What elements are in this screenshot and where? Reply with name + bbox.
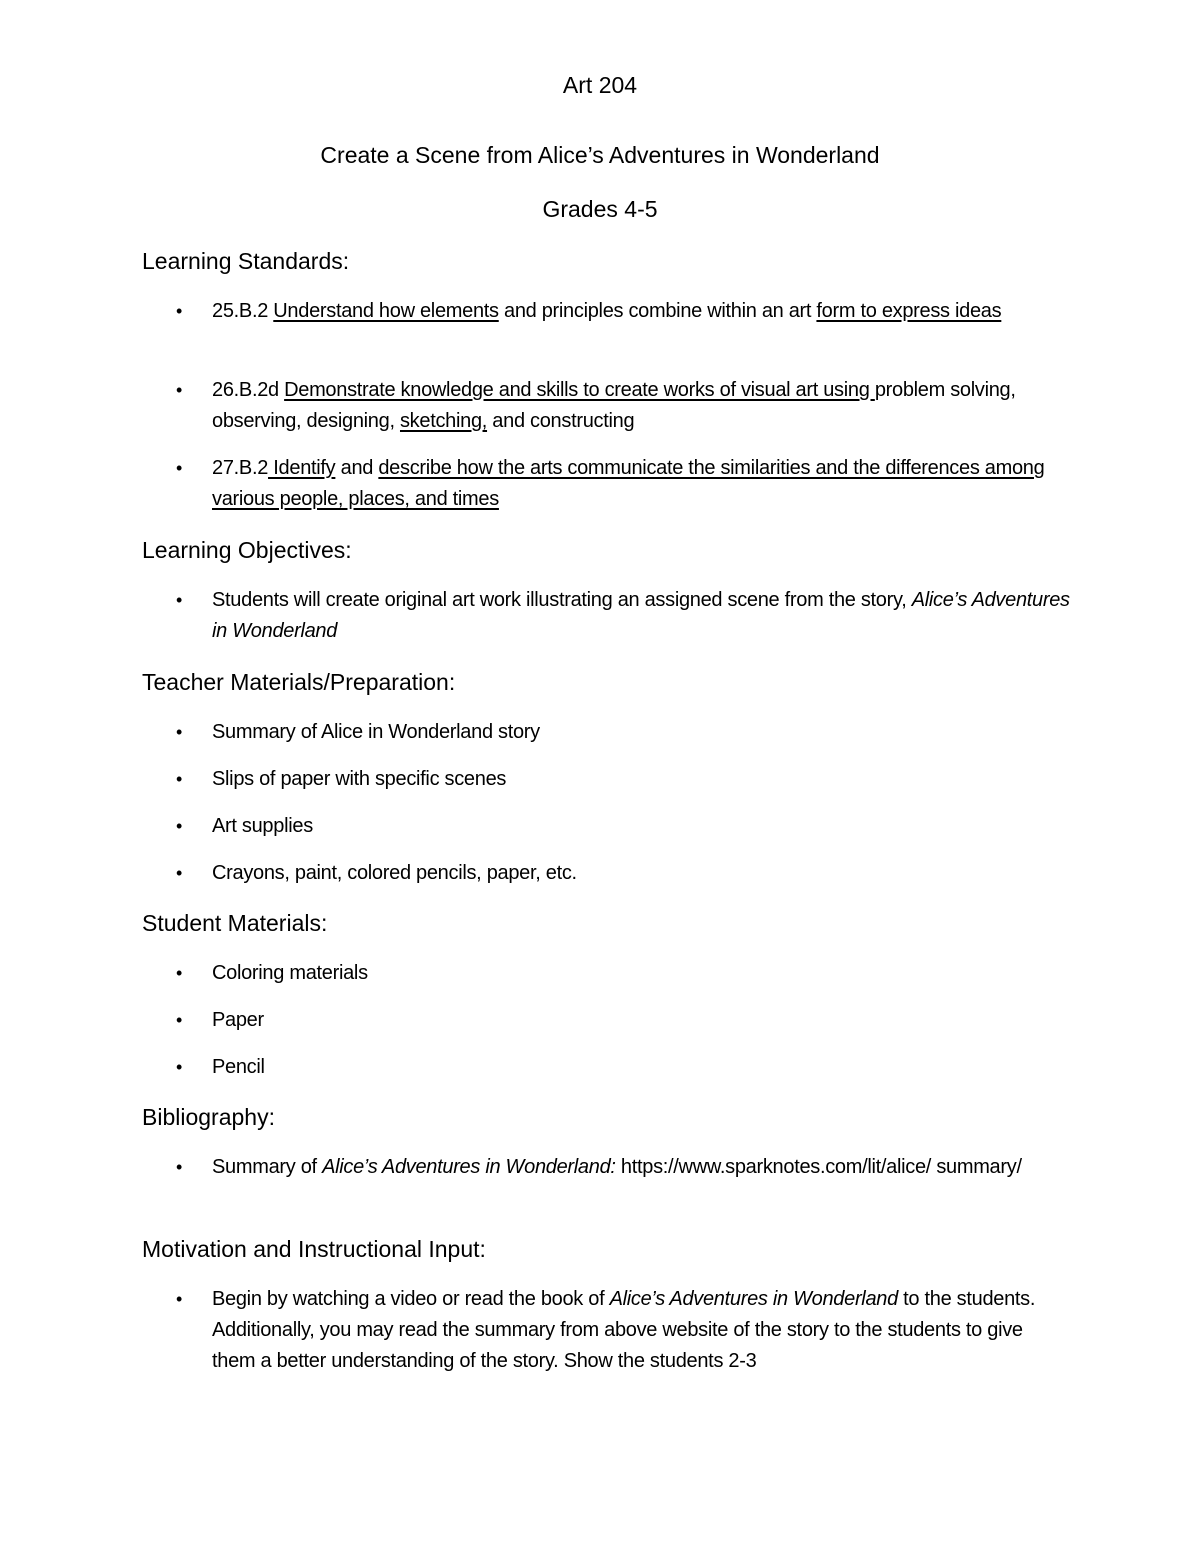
teacher-materials-heading: Teacher Materials/Preparation:	[142, 669, 456, 695]
bibliography-link[interactable]: https://www.sparknotes.com/lit/alice/ summary/	[615, 1156, 1022, 1178]
motivation-text: to the students. Additionally, you may read the summary from above website of the story to the students to give them a better understanding of the story. Show the students 2-3	[212, 1288, 1036, 1372]
bullet-icon: •	[176, 1289, 183, 1309]
bullet-icon: •	[176, 863, 183, 883]
bullet-icon: •	[176, 301, 183, 321]
standard-code: 27.B.2	[212, 457, 269, 479]
list-item: Pencil	[212, 1056, 265, 1078]
list-item: Crayons, paint, colored pencils, paper, etc.	[212, 862, 577, 884]
motivation-text: Begin by watching a video or read the book of	[212, 1288, 610, 1310]
standard-item	[212, 453, 1072, 515]
standard-text: and	[335, 457, 379, 479]
standard-underlined-text: sketching,	[399, 410, 488, 432]
bullet-icon: •	[176, 963, 183, 983]
standard-underlined-text: Demonstrate knowledge and skills to create works of visual art using	[284, 379, 875, 401]
course-title: Art 204	[562, 72, 638, 98]
standard-item	[212, 375, 1072, 437]
standard-code: 26.B.2d	[212, 379, 285, 401]
standard-text: and principles combine within an art	[498, 300, 817, 322]
book-title: Alice’s Adventures in Wonderland	[212, 589, 1070, 642]
standard-text: and constructing	[487, 410, 635, 432]
learning-standards-heading: Learning Standards:	[142, 248, 350, 274]
book-title: Alice’s Adventures in Wonderland:	[322, 1156, 616, 1178]
bullet-icon: •	[176, 1157, 183, 1177]
motivation-item	[212, 1284, 1052, 1377]
standard-item	[212, 296, 1072, 327]
list-item: Coloring materials	[212, 962, 368, 984]
bullet-icon: •	[176, 816, 183, 836]
list-item: Paper	[212, 1009, 264, 1031]
list-item: Summary of Alice in Wonderland story	[212, 721, 540, 743]
book-title: Alice’s Adventures in Wonderland	[609, 1288, 898, 1310]
standard-underlined-text: Understand how elements	[273, 300, 499, 322]
grade-level: Grades 4-5	[542, 196, 658, 222]
bullet-icon: •	[176, 1057, 183, 1077]
objective-text: Students will create original art work illustrating an assigned scene from the story,	[212, 589, 912, 611]
bibliography-heading: Bibliography:	[142, 1104, 275, 1130]
bullet-icon: •	[176, 1010, 183, 1030]
bullet-icon: •	[176, 590, 183, 610]
bullet-icon: •	[176, 458, 183, 478]
standard-underlined-text: describe how the arts communicate the similarities and the differences among various people, places, and times	[212, 457, 1045, 510]
student-materials-heading: Student Materials:	[142, 910, 328, 936]
learning-objectives-heading: Learning Objectives:	[142, 537, 352, 563]
standard-underlined-text: Identify	[268, 457, 336, 479]
objective-item	[212, 585, 1072, 647]
standard-code: 25.B.2	[212, 300, 274, 322]
bibliography-text: Summary of	[212, 1156, 323, 1178]
standard-text: problem solving, observing, designing,	[212, 379, 1016, 432]
bullet-icon: •	[176, 722, 183, 742]
list-item: Slips of paper with specific scenes	[212, 768, 507, 790]
bullet-icon: •	[176, 769, 183, 789]
list-item: Art supplies	[212, 815, 313, 837]
standard-underlined-text: form to express ideas	[816, 300, 1002, 322]
bibliography-item	[212, 1152, 1042, 1183]
bullet-icon: •	[176, 380, 183, 400]
lesson-title: Create a Scene from Alice’s Adventures in Wonderland	[320, 142, 880, 168]
motivation-heading: Motivation and Instructional Input:	[142, 1236, 486, 1262]
